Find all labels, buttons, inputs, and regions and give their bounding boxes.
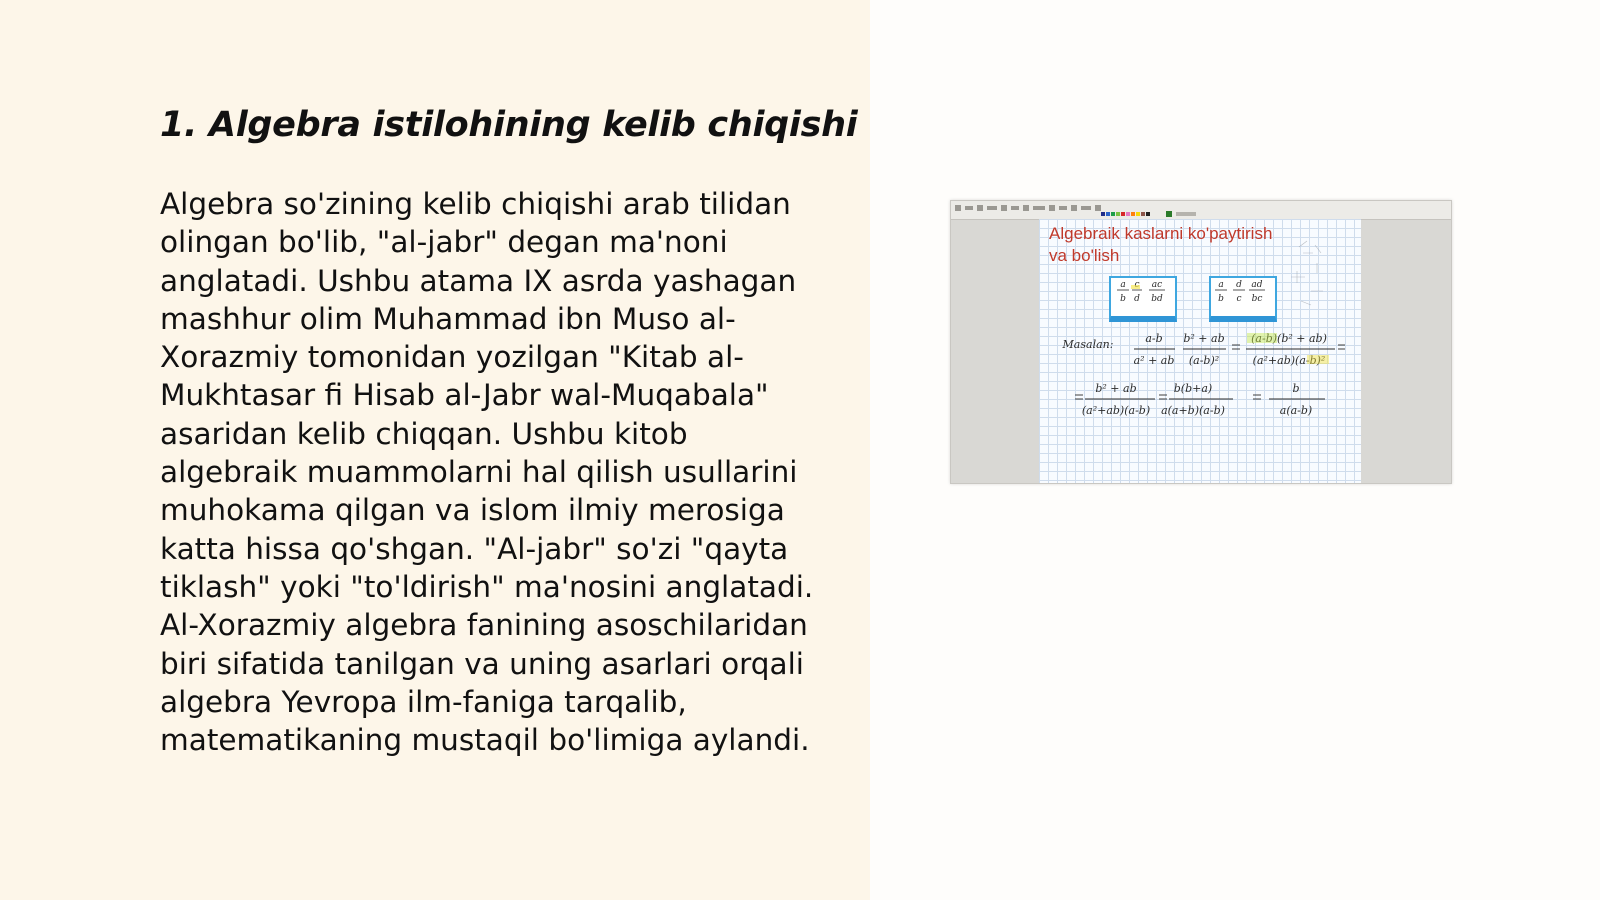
body-line: Mukhtasar fi Hisab al-Jabr wal-Muqabala": [160, 378, 769, 413]
eq1-f3-den: (a²+ab)(a-b)²: [1252, 354, 1326, 367]
body-line: Al-Xorazmiy algebra fanining asoschilaridan: [160, 608, 808, 643]
eq1-f2-num: b² + ab: [1183, 332, 1225, 345]
handwritten-formulas: [951, 201, 1451, 483]
box2-bc: bc: [1251, 294, 1263, 304]
body-line: Algebra so'zining kelib chiqishi arab tilidan: [160, 187, 791, 221]
body-line: biri sifatida tanilgan va uning asarlari orqali: [160, 646, 804, 681]
body-line: Xorazmiy tomonidan yozilgan "Kitab al-: [160, 340, 744, 375]
body-line: olingan bo'lib, "al-jabr" degan ma'noni: [160, 225, 728, 260]
eq1-f1-num: a-b: [1145, 332, 1163, 345]
slide-title: 1. Algebra istilohining kelib chiqishi: [160, 105, 858, 145]
eq1-f2-den: (a-b)²: [1188, 354, 1220, 367]
box1-bd: bd: [1151, 294, 1163, 304]
eq2-f3-den: a(a-b): [1279, 404, 1313, 417]
eq2-f2-num: b(b+a): [1173, 382, 1213, 395]
slide-body-text: [160, 185, 850, 759]
eq2-f1-num: b² + ab: [1095, 382, 1137, 395]
body-line: asaridan kelib chiqqan. Ushbu kitob: [160, 416, 688, 451]
example-label: Masalan:: [1062, 338, 1114, 351]
box2-d: d: [1236, 280, 1242, 290]
box2-c: c: [1236, 294, 1242, 304]
box1-b: b: [1120, 294, 1126, 304]
body-line: algebraik muammolarni hal qilish usullarini: [160, 455, 798, 490]
body-line: katta hissa qo'shgan. "Al-jabr" so'zi "qayta: [160, 531, 789, 566]
eq2-f3-num: b: [1292, 382, 1300, 395]
body-line: algebra Yevropa ilm-faniga tarqalib,: [160, 684, 687, 719]
eq2-f1-den: (a²+ab)(a-b): [1081, 404, 1151, 417]
body-line: muhokama qilgan va islom ilmiy merosiga: [160, 493, 785, 528]
algebra-lesson-screenshot: [950, 200, 1452, 484]
body-line: matematikaning mustaqil bo'limiga aylandi.: [160, 723, 810, 758]
lesson-title-line: Algebraik kaslarni ko'paytirish: [1049, 224, 1273, 243]
eq1-f1-den: a² + ab: [1133, 354, 1175, 367]
body-line: anglatadi. Ushbu atama IX asrda yashagan: [160, 263, 797, 298]
eq2-f2-den: a(a+b)(a-b): [1161, 404, 1225, 417]
box1-a: a: [1120, 280, 1126, 290]
box2-ad: ad: [1251, 280, 1263, 290]
lesson-title-line: va bo'lish: [1049, 246, 1120, 265]
box1-ac: ac: [1151, 280, 1163, 290]
eq1-f3-num: (a-b)(b² + ab): [1251, 332, 1327, 345]
box2-b: b: [1218, 294, 1224, 304]
body-line: mashhur olim Muhammad ibn Muso al-: [160, 301, 736, 336]
box1-d: d: [1134, 294, 1140, 304]
body-line: tiklash" yoki "to'ldirish" ma'nosini anglatadi.: [160, 569, 814, 604]
box2-a: a: [1218, 280, 1224, 290]
